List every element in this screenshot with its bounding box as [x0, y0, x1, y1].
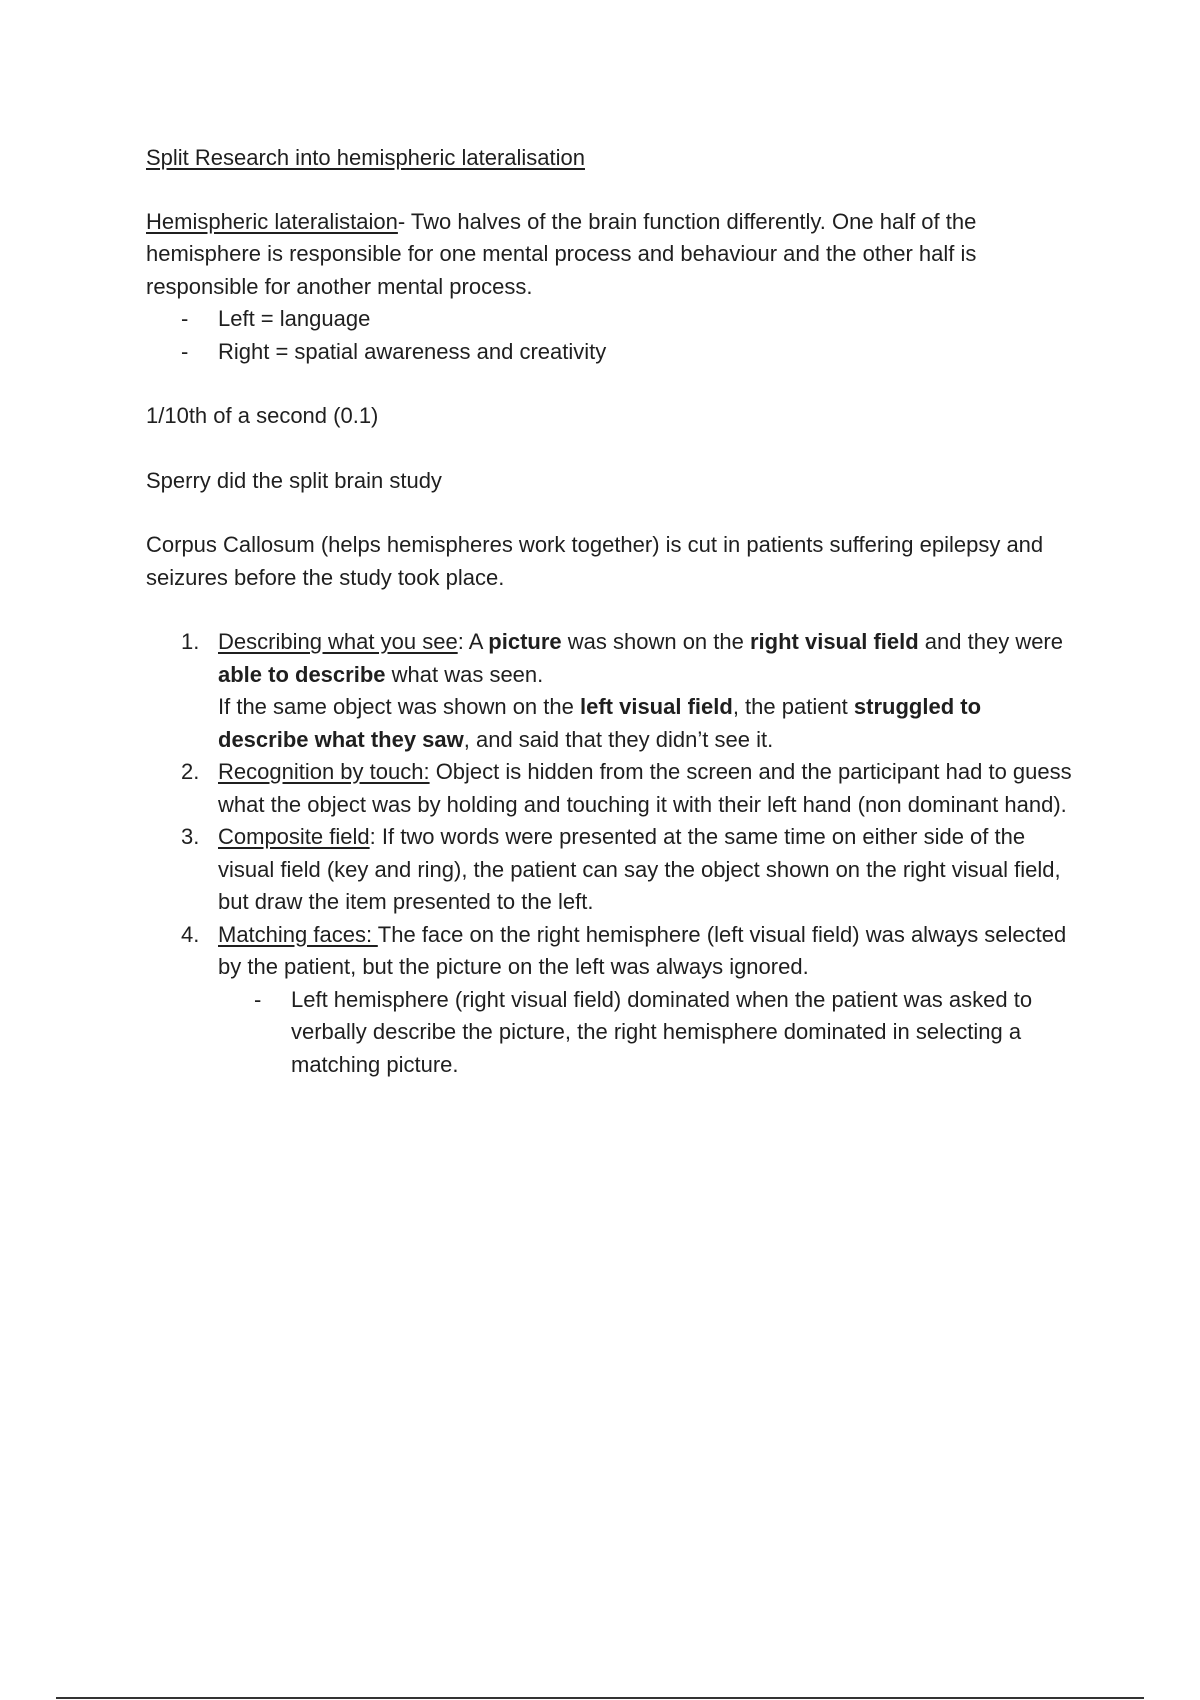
- hemisphere-sides-list: [146, 303, 1076, 368]
- study-item-touch: [146, 756, 1076, 821]
- study-text: : A: [457, 629, 489, 654]
- corpus-callosum-paragraph: Corpus Callosum (helps hemispheres work together) is cut in patients suffering epilepsy and seizures before the study took place.: [146, 532, 1044, 590]
- definition-paragraph: [146, 206, 1076, 304]
- side-right-text: Right = spatial awareness and creativity: [218, 338, 607, 364]
- bold-text: struggled to describe what they saw: [218, 694, 982, 752]
- title-text: Split Research into hemispheric lateralisation: [146, 145, 585, 170]
- dash-bullet: -: [181, 338, 189, 364]
- document-title: [146, 142, 1076, 175]
- study-item-faces: [146, 919, 1076, 1082]
- study-text: , and said that they didn’t see it.: [463, 726, 774, 752]
- side-left-text: Left = language: [218, 306, 371, 331]
- definition-term: Hemispheric lateralistaion: [146, 208, 398, 234]
- study-heading: Recognition by touch:: [218, 759, 430, 784]
- study-text: The face on the right hemisphere (left visual field) was always selected by the patient, but the picture on the left was always ignored.: [218, 921, 1067, 979]
- faces-sub-list: [218, 984, 1076, 1082]
- bold-text: left visual field: [579, 694, 733, 719]
- study-heading: Describing what you see: [218, 629, 458, 654]
- timing-note: 1/10th of a second (0.1): [146, 403, 379, 428]
- spacer: [146, 497, 1076, 529]
- bold-text: picture: [488, 629, 562, 654]
- study-heading: Matching faces:: [218, 921, 378, 947]
- definition-text: - Two halves of the brain function differently. One half of the hemisphere is responsible for one mental process and behaviour and the other half is responsible for another mental process.: [146, 208, 977, 299]
- study-text: If the same object was shown on the: [218, 694, 580, 719]
- bold-text: able to describe: [218, 661, 386, 687]
- dash-bullet: -: [181, 306, 189, 331]
- study-text: was shown on the: [561, 629, 750, 654]
- spacer: [146, 368, 1076, 400]
- study-list: [146, 626, 1076, 1081]
- list-item: [218, 984, 1076, 1082]
- study-item-composite: [146, 821, 1076, 919]
- spacer: [146, 433, 1076, 465]
- list-number: 4.: [181, 921, 200, 947]
- study-item-describing: [146, 626, 1076, 756]
- list-item: [181, 303, 1076, 336]
- study-text: Object is hidden from the screen and the participant had to guess what the object was by holding and touching it with their left hand (non dominant hand).: [218, 759, 1072, 817]
- list-number: 3.: [181, 824, 200, 849]
- study-text: , the patient: [732, 694, 854, 719]
- document-page: [146, 142, 1076, 1081]
- page-bottom-divider: [56, 1697, 1144, 1699]
- faces-sub-text: Left hemisphere (right visual field) dominated when the patient was asked to verbally describe the picture, the right hemisphere dominated in selecting a matching picture.: [291, 986, 1033, 1077]
- study-text: what was seen.: [385, 661, 544, 687]
- list-number: 1.: [181, 629, 200, 654]
- bold-text: right visual field: [749, 629, 919, 654]
- dash-bullet: -: [254, 986, 262, 1012]
- study-heading: Composite field: [218, 824, 370, 849]
- study-text: : If two words were presented at the same time on either side of the visual field (key and ring), the patient can say the object shown on the right visual field, but draw the item presented to the left.: [218, 824, 1061, 914]
- sperry-note: Sperry did the split brain study: [146, 467, 442, 493]
- list-item: [181, 336, 1076, 369]
- list-number: 2.: [181, 759, 200, 784]
- study-text: and they were: [918, 629, 1063, 654]
